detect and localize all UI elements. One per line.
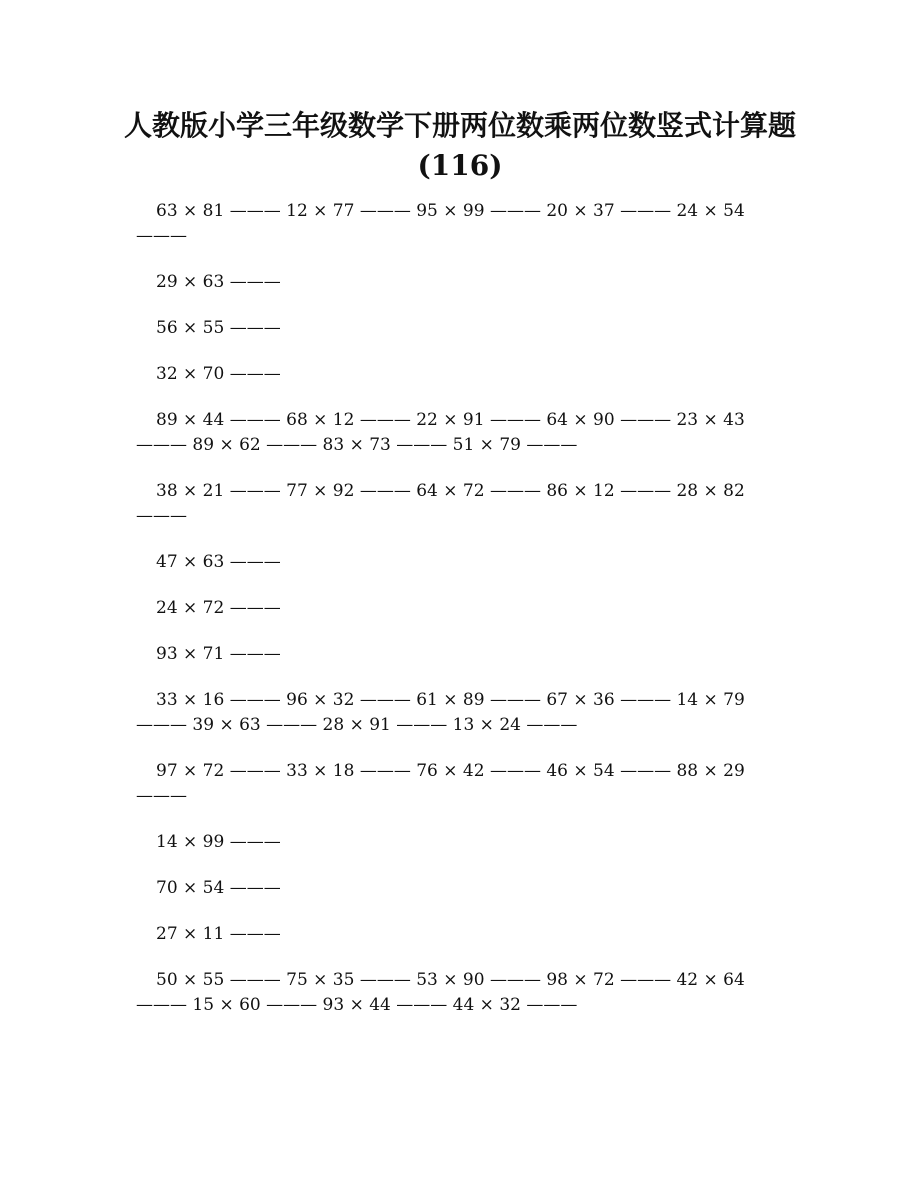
exercise-line: 97 × 72 ——— 33 × 18 ——— 76 × 42 ——— 46 × 54 ——— 88 × 29 ———	[136, 761, 745, 806]
exercise-line: 93 × 71 ———	[156, 644, 281, 664]
exercise-line: 29 × 63 ———	[156, 272, 281, 292]
exercise-line: 70 × 54 ———	[156, 878, 281, 898]
exercise-line: 14 × 99 ———	[156, 832, 281, 852]
exercise-line: 89 × 44 ——— 68 × 12 ——— 22 × 91 ——— 64 × 90 ——— 23 × 43 ——— 89 × 62 ——— 83 × 73 ——— 51 × 79 ———	[136, 410, 745, 455]
exercise-line: 50 × 55 ——— 75 × 35 ——— 53 × 90 ——— 98 × 72 ——— 42 × 64 ——— 15 × 60 ——— 93 × 44 ——— 44 × 32 ———	[136, 970, 745, 1015]
exercise-line: 38 × 21 ——— 77 × 92 ——— 64 × 72 ——— 86 × 12 ——— 28 × 82 ———	[136, 481, 745, 526]
exercise-line: 27 × 11 ———	[156, 924, 281, 944]
exercise-line: 32 × 70 ———	[156, 364, 281, 384]
exercise-line: 33 × 16 ——— 96 × 32 ——— 61 × 89 ——— 67 × 36 ——— 14 × 79 ——— 39 × 63 ——— 28 × 91 ——— 13 × 24 ———	[136, 690, 745, 735]
exercise-line: 63 × 81 ——— 12 × 77 ——— 95 × 99 ——— 20 × 37 ——— 24 × 54 ———	[136, 201, 745, 246]
exercise-line: 56 × 55 ———	[156, 318, 281, 338]
document-title: 人教版小学三年级数学下册两位数乘两位数竖式计算题 (116)	[123, 109, 796, 182]
exercise-line: 24 × 72 ———	[156, 598, 281, 618]
exercise-list	[136, 199, 796, 1039]
exercise-line: 47 × 63 ———	[156, 552, 281, 572]
